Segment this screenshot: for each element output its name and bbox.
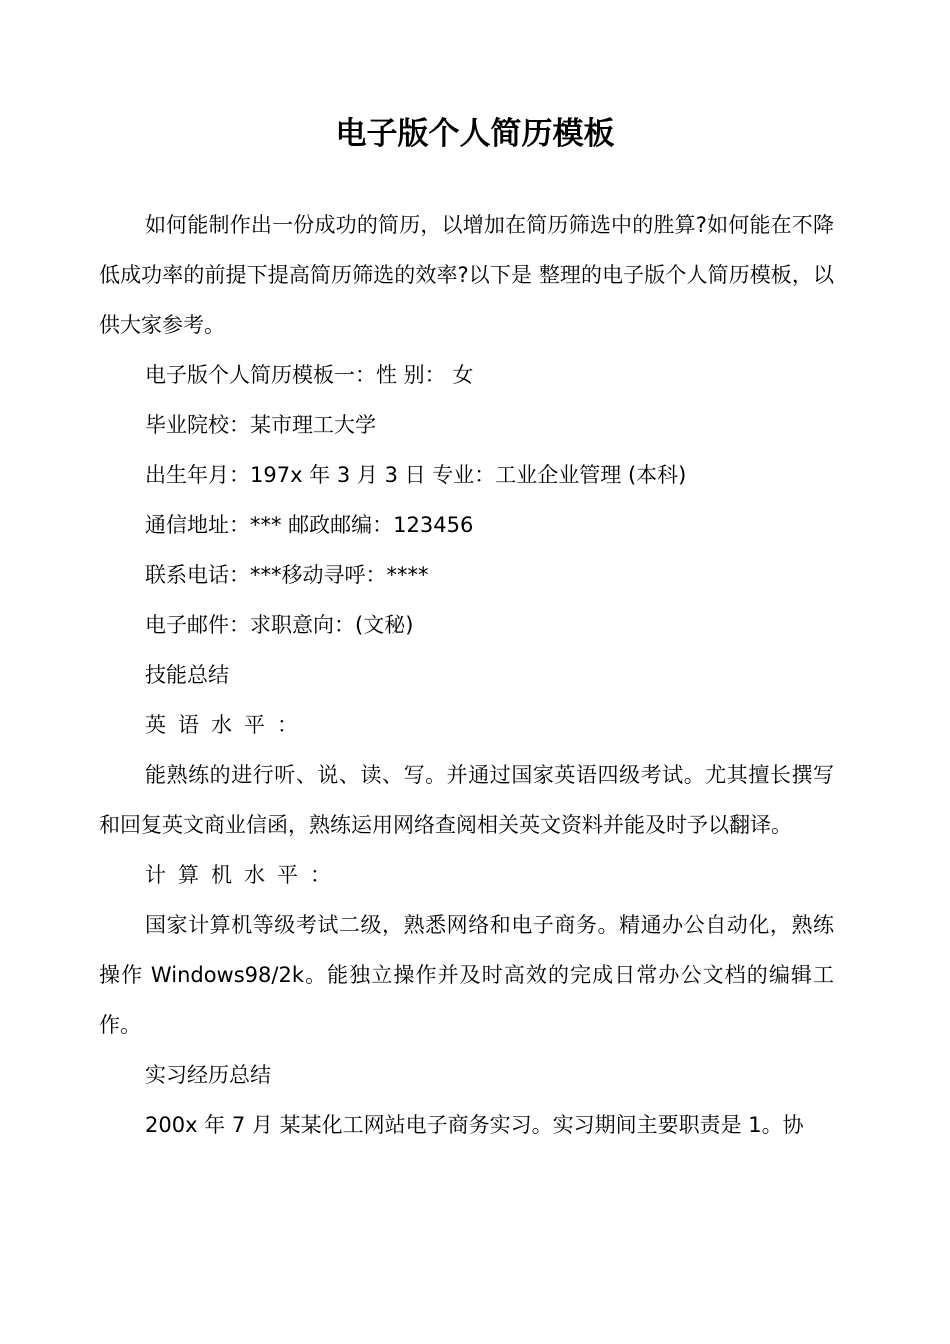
resume-school-line: 毕业院校：某市理工大学	[145, 413, 376, 437]
english-skill-paragraph: 能熟练的进行听、说、读、写。并通过国家英语四级考试。尤其擅长撰写和回复英文商业信函，熟练运用网络查阅相关英文资料并能及时予以翻译。	[99, 763, 834, 837]
resume-birth-major-line: 出生年月：197x 年 3 月 3 日 专业：工业企业管理 (本科)	[145, 463, 687, 487]
section-heading-internship: 实习经历总结	[145, 1063, 271, 1087]
document-body	[99, 200, 834, 1150]
section-heading-skills: 技能总结	[145, 663, 229, 687]
computer-skill-paragraph: 国家计算机等级考试二级，熟悉网络和电子商务。精通办公自动化，熟练操作 Windows98/2k。能独立操作并及时高效的完成日常办公文档的编辑工作。	[99, 913, 834, 1037]
resume-phone-line: 联系电话：***移动寻呼：****	[145, 563, 429, 587]
internship-paragraph: 200x 年 7 月 某某化工网站电子商务实习。实习期间主要职责是 1。协	[145, 1113, 804, 1137]
page-title: 电子版个人简历模板	[335, 116, 615, 152]
resume-gender-line: 电子版个人简历模板一：性 别： 女	[145, 363, 474, 387]
subheading-computer: 计算机水平：	[145, 863, 343, 887]
subheading-english: 英语水平：	[145, 713, 310, 737]
intro-paragraph: 如何能制作出一份成功的简历，以增加在简历筛选中的胜算?如何能在不降低成功率的前提下提高简历筛选的效率?以下是 整理的电子版个人简历模板，以供大家参考。	[99, 213, 834, 337]
resume-email-line: 电子邮件：求职意向：(文秘)	[145, 613, 414, 637]
resume-address-line: 通信地址：*** 邮政邮编：123456	[145, 513, 474, 537]
